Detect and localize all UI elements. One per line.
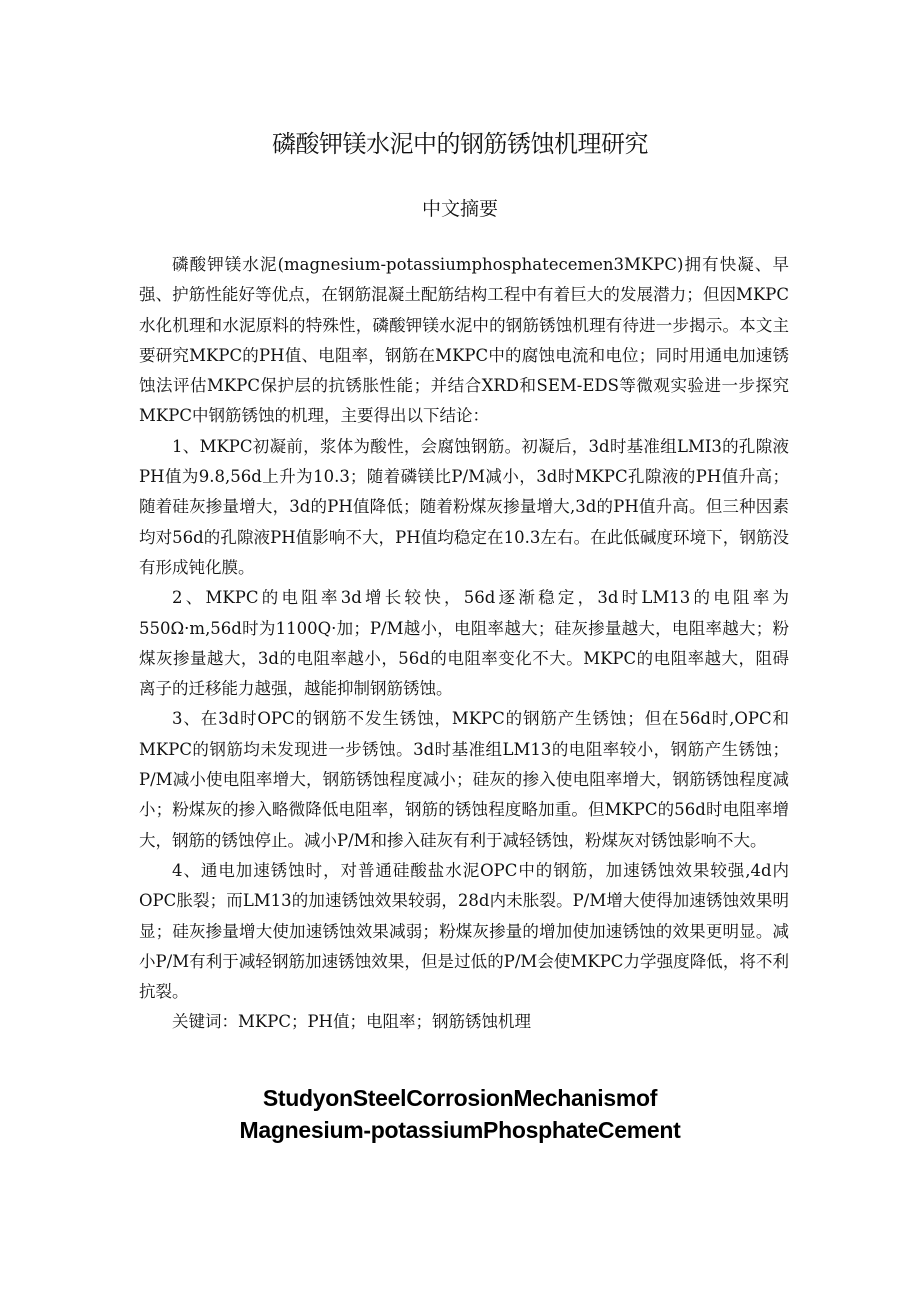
abstract-heading: 中文摘要	[421, 198, 498, 220]
conclusion-paragraph-2: 2、MKPC的电阻率3d增长较快，56d逐渐稳定，3d时LM13的电阻率为550Ω·m,56d时为1100Q·加；P/M越小，电阻率越大；硅灰掺量越大，电阻率越大；粉煤灰掺量越大，3d的电阻率越小，56d的电阻率变化不大。MKPC的电阻率越大，阻碍离子的迁移能力越强，越能抑制钢筋锈蚀。	[139, 588, 789, 699]
conclusion-paragraph-1: 1、MKPC初凝前，浆体为酸性，会腐蚀钢筋。初凝后，3d时基准组LMI3的孔隙液PH值为9.8,56d上升为10.3；随着磷镁比P/M减小，3d时MKPC孔隙液的PH值升高；随着硅灰掺量增大，3d的PH值降低；随着粉煤灰掺量增大,3d的PH值升高。但三种因素均对56d的孔隙液PH值影响不大，PH值均稳定在10.3左右。在此低碱度环境下，钢筋没有形成钝化膜。	[139, 436, 789, 577]
english-title-line-2: Magnesium-potassiumPhosphateCement	[239, 1117, 681, 1143]
document-title: 磷酸钾镁水泥中的钢筋锈蚀机理研究	[272, 130, 648, 158]
abstract-paragraph-intro: 磷酸钾镁水泥(magnesium-potassiumphosphatecemen3MKPC)拥有快凝、早强、护筋性能好等优点，在钢筋混凝土配筋结构工程中有着巨大的发展潜力；但因MKPC水化机理和水泥原料的特殊性，磷酸钾镁水泥中的钢筋锈蚀机理有待进一步揭示。本文主要研究MKPC的PH值、电阻率，钢筋在MKPC中的腐蚀电流和电位；同时用通电加速锈蚀法评估MKPC保护层的抗锈胀性能；并结合XRD和SEM-EDS等微观实验进一步探究MKPC中钢筋锈蚀的机理，主要得出以下结论：	[139, 255, 789, 426]
english-title	[0, 1082, 920, 1146]
english-title-line-1: StudyonSteelCorrosionMechanismof	[262, 1085, 658, 1111]
keywords-line: 关键词：MKPC；PH值；电阻率；钢筋锈蚀机理	[172, 1012, 531, 1032]
conclusion-paragraph-4: 4、通电加速锈蚀时，对普通硅酸盐水泥OPC中的钢筋，加速锈蚀效果较强,4d内OPC胀裂；而LM13的加速锈蚀效果较弱，28d内未胀裂。P/M增大使得加速锈蚀效果明显；硅灰掺量增大使加速锈蚀效果减弱；粉煤灰掺量的增加使加速锈蚀的效果更明显。减小P/M有利于减轻钢筋加速锈蚀效果，但是过低的P/M会使MKPC力学强度降低，将不利抗裂。	[139, 860, 789, 1002]
conclusion-paragraph-3: 3、在3d时OPC的钢筋不发生锈蚀，MKPC的钢筋产生锈蚀；但在56d时,OPC和MKPC的钢筋均未发现进一步锈蚀。3d时基准组LM13的电阻率较小，钢筋产生锈蚀；P/M减小使电阻率增大，钢筋锈蚀程度减小；硅灰的掺入使电阻率增大，钢筋锈蚀程度减小；粉煤灰的掺入略微降低电阻率，钢筋的锈蚀程度略加重。但MKPC的56d时电阻率增大，钢筋的锈蚀停止。减小P/M和掺入硅灰有利于减轻锈蚀，粉煤灰对锈蚀影响不大。	[139, 709, 789, 850]
abstract-body	[139, 250, 789, 1038]
